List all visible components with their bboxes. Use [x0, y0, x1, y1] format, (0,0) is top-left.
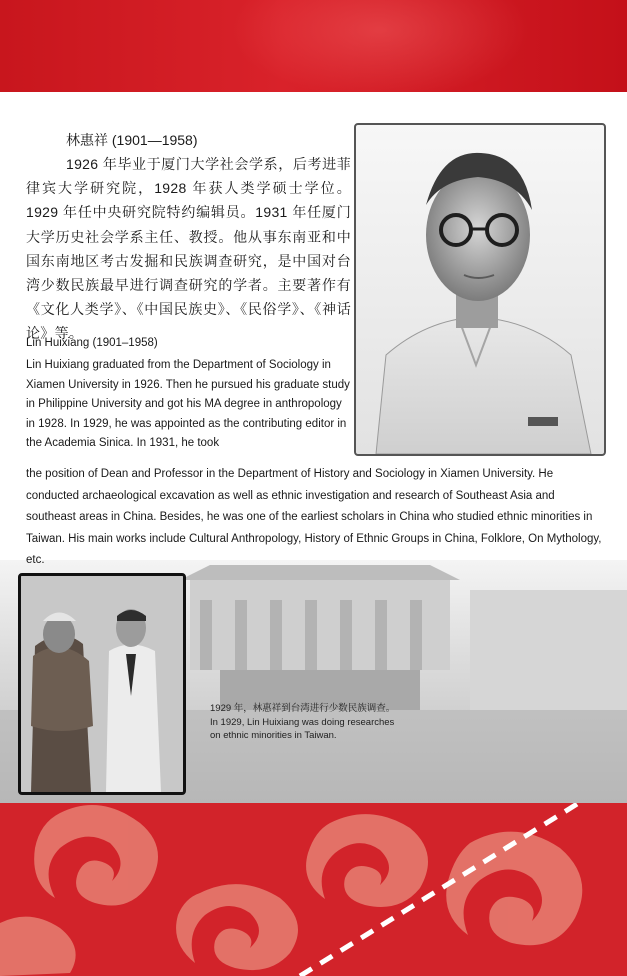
band-highlight — [230, 0, 530, 92]
bottom-red-band — [0, 803, 627, 976]
biography-english-part1: Lin Huixiang graduated from the Department of Sociology in Xiamen University in 1926. Then he pursued his graduate study in Philippine University and got his MA degree in anthropology in 1928. In 1929, he was appointed as the contributing editor in the Academia Sinica. In 1931, he took — [26, 359, 350, 450]
title-english: Lin Huixiang (1901–1958) — [26, 337, 158, 349]
cloud-pattern — [0, 803, 627, 976]
caption-chinese: 1929 年，林惠祥到台湾进行少数民族调查。 — [210, 703, 396, 714]
portrait-photo — [354, 123, 606, 456]
portrait-figure — [356, 125, 604, 454]
caption-english-line2: on ethnic minorities in Taiwan. — [210, 730, 337, 741]
photo-caption — [210, 702, 395, 743]
top-red-band — [0, 0, 627, 92]
biography-chinese: 1926 年毕业于厦门大学社会学系，后考进菲律宾大学研究院，1928 年获人类学硕士学位。1929 年任中央研究院特约编辑员。1931 年任厦门大学历史社会学系主任、教授。他从事东南亚和中国东南地区考古发掘和民族调查研究，是中国对台湾少数民族最早进行调查研究的学者。主要著作有《文化人类学》、《中国民族史》、《民俗学》、《神话论》等。 — [26, 156, 351, 342]
biography-english-part2: the position of Dean and Professor in the Department of History and Sociology in Xiamen University. He conducted archaeological excavation as well as ethnic investigation and research of Southeast Asia and southeast areas in China. Besides, he was one of the earliest scholars in China who studied ethnic minorities in Taiwan. His main works include Cultural Anthropology, History of Ethnic Groups in China, Folklore, On Mythology, etc. — [26, 468, 602, 567]
field-research-photo — [18, 573, 186, 795]
caption-english-line1: In 1929, Lin Huixiang was doing researches — [210, 716, 395, 728]
field-research-figures — [21, 576, 183, 792]
title-chinese: 林惠祥 (1901—1958) — [66, 132, 198, 148]
